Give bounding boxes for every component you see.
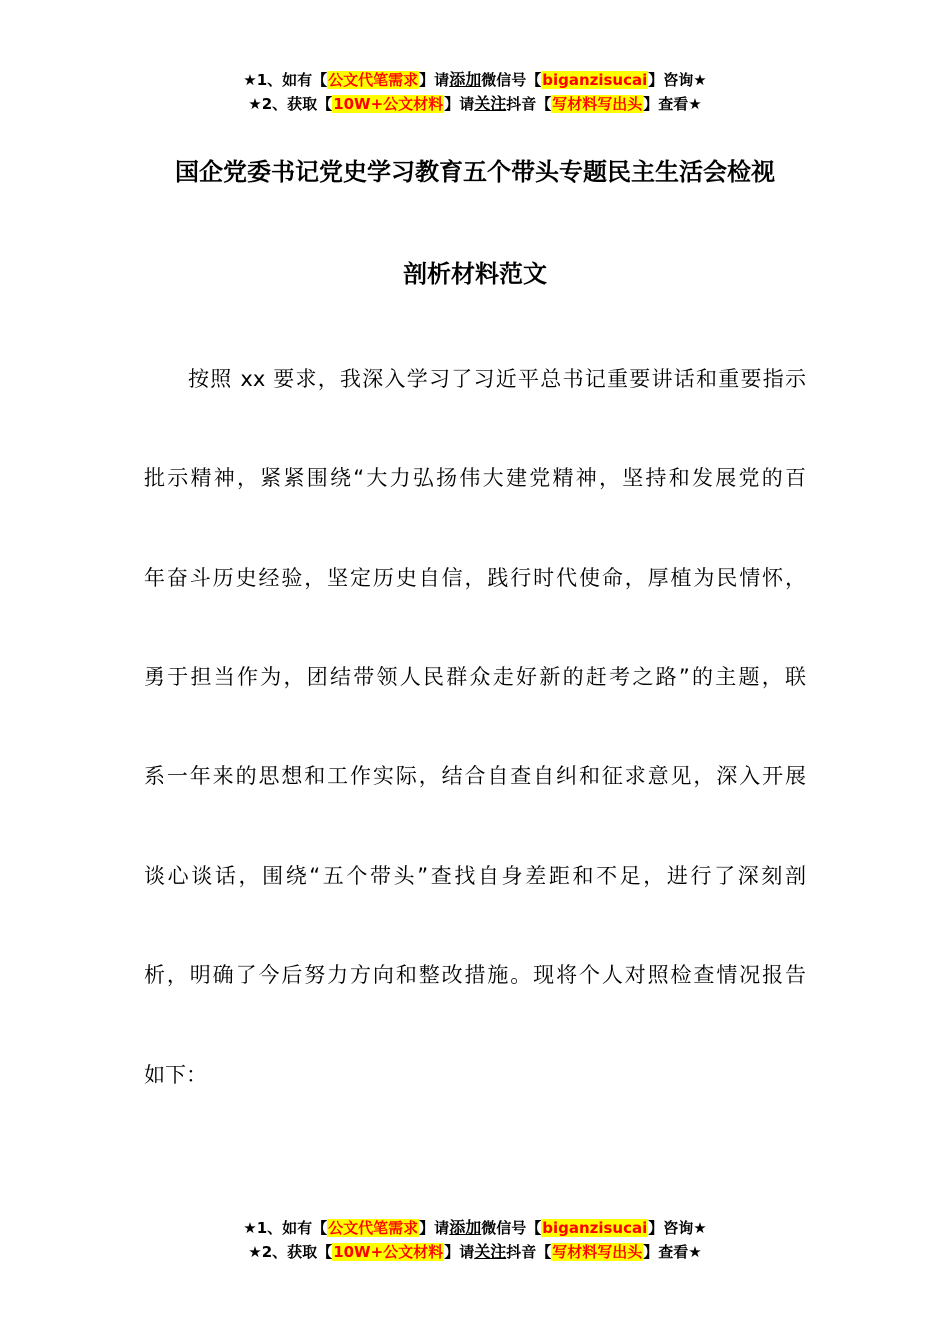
promo-text: 】请 — [419, 71, 450, 89]
body-line: 析，明确了今后努力方向和整改措施。现将个人对照检查情况报告 — [144, 963, 806, 987]
document-title-line-1: 国企党委书记党史学习教育五个带头专题民主生活会检视 — [175, 158, 775, 186]
promo-text: 】查看★ — [643, 95, 702, 113]
promo-footer — [0, 1216, 950, 1264]
promo-text: 抖音【 — [506, 1243, 552, 1261]
promo-highlight: 10W+公文材料 — [333, 95, 444, 113]
body-line: 谈心谈话，围绕“五个带头”查找自身差距和不足，进行了深刻剖 — [144, 864, 806, 888]
promo-line-1 — [0, 1216, 950, 1240]
body-line: 如下： — [144, 1063, 207, 1087]
body-line: 勇于担当作为，团结带领人民群众走好新的赶考之路”的主题，联 — [144, 665, 806, 689]
promo-line-1 — [0, 68, 950, 92]
promo-text: ★2、获取【 — [248, 95, 333, 113]
promo-text: 】咨询★ — [648, 71, 707, 89]
promo-text: ★1、如有【 — [243, 1219, 328, 1237]
promo-text: 微信号【 — [481, 71, 542, 89]
body-line: 系一年来的思想和工作实际，结合自查自纠和征求意见，深入开展 — [144, 764, 806, 788]
promo-line-2 — [0, 1240, 950, 1264]
promo-emphasis: 关注 — [474, 1242, 507, 1261]
promo-douyin-id: 写材料写出头 — [552, 95, 643, 113]
promo-wechat-id: biganzisucai — [542, 1219, 648, 1237]
promo-wechat-id: biganzisucai — [542, 71, 648, 89]
promo-text: 】请 — [444, 1243, 475, 1261]
body-line: 批示精神，紧紧围绕“大力弘扬伟大建党精神，坚持和发展党的百 — [144, 466, 806, 490]
body-line: 按照 xx 要求，我深入学习了习近平总书记重要讲话和重要指示 — [188, 367, 806, 391]
promo-text: 】咨询★ — [648, 1219, 707, 1237]
promo-highlight: 公文代笔需求 — [328, 71, 419, 89]
promo-highlight: 公文代笔需求 — [328, 1219, 419, 1237]
document-title-line-2: 剖析材料范文 — [403, 260, 547, 288]
promo-emphasis: 添加 — [449, 70, 482, 89]
promo-douyin-id: 写材料写出头 — [552, 1243, 643, 1261]
promo-line-2 — [0, 92, 950, 116]
promo-emphasis: 添加 — [449, 1218, 482, 1237]
promo-text: ★1、如有【 — [243, 71, 328, 89]
promo-text: 】请 — [444, 95, 475, 113]
promo-header — [0, 68, 950, 116]
promo-emphasis: 关注 — [474, 94, 507, 113]
promo-highlight: 10W+公文材料 — [333, 1243, 444, 1261]
body-line: 年奋斗历史经验，坚定历史自信，践行时代使命，厚植为民情怀， — [144, 566, 806, 590]
promo-text: 】查看★ — [643, 1243, 702, 1261]
promo-text: 抖音【 — [506, 95, 552, 113]
promo-text: 】请 — [419, 1219, 450, 1237]
promo-text: 微信号【 — [481, 1219, 542, 1237]
promo-text: ★2、获取【 — [248, 1243, 333, 1261]
